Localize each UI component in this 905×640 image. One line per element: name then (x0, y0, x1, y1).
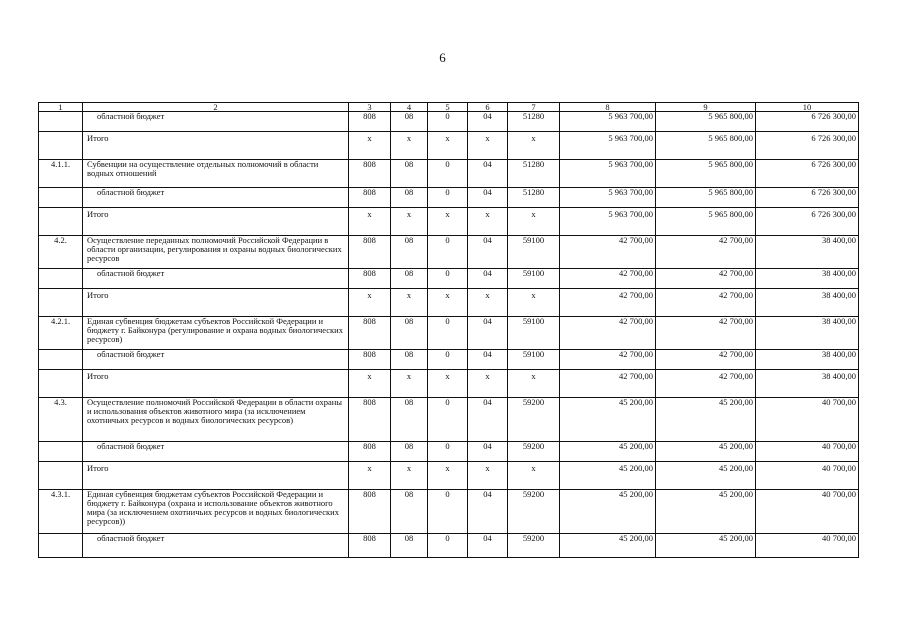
code-cell-3: 808 (349, 188, 391, 208)
amount-cell-10: 6 726 300,00 (756, 160, 859, 188)
row-number-cell (39, 350, 83, 370)
code-cell-3: 808 (349, 490, 391, 534)
table-row (39, 370, 859, 398)
code-cell-5: 0 (428, 112, 468, 132)
row-name-cell: Итого (83, 370, 349, 398)
amount-cell-10: 6 726 300,00 (756, 188, 859, 208)
amount-cell-10: 38 400,00 (756, 269, 859, 289)
amount-cell-8: 5 963 700,00 (560, 160, 656, 188)
column-header-row (39, 103, 859, 112)
table-body (39, 103, 859, 558)
amount-cell-8: 45 200,00 (560, 398, 656, 442)
code-cell-6: 04 (468, 269, 508, 289)
code-cell-3: х (349, 462, 391, 490)
page-number: 6 (439, 50, 446, 65)
code-cell-4: 08 (391, 398, 428, 442)
table-row (39, 269, 859, 289)
row-number-cell: 4.2. (39, 236, 83, 269)
amount-cell-8: 45 200,00 (560, 490, 656, 534)
code-cell-5: х (428, 132, 468, 160)
column-header: 8 (560, 103, 656, 112)
code-cell-5: х (428, 370, 468, 398)
code-cell-5: 0 (428, 269, 468, 289)
code-cell-4: х (391, 370, 428, 398)
table-row (39, 112, 859, 132)
row-number-cell: 4.3. (39, 398, 83, 442)
column-header: 3 (349, 103, 391, 112)
row-number-cell (39, 208, 83, 236)
code-cell-5: 0 (428, 398, 468, 442)
column-header: 2 (83, 103, 349, 112)
amount-cell-9: 45 200,00 (656, 490, 756, 534)
code-cell-3: 808 (349, 350, 391, 370)
code-cell-3: 808 (349, 160, 391, 188)
table-row (39, 398, 859, 442)
code-cell-3: 808 (349, 112, 391, 132)
row-name-cell: областной бюджет (83, 534, 349, 558)
row-number-cell (39, 442, 83, 462)
code-cell-7: х (508, 289, 560, 317)
table-row (39, 236, 859, 269)
row-number-cell (39, 370, 83, 398)
amount-cell-9: 45 200,00 (656, 398, 756, 442)
code-cell-3: х (349, 370, 391, 398)
code-cell-6: х (468, 370, 508, 398)
code-cell-5: 0 (428, 317, 468, 350)
column-header: 9 (656, 103, 756, 112)
row-number-cell: 4.2.1. (39, 317, 83, 350)
code-cell-4: х (391, 462, 428, 490)
code-cell-6: 04 (468, 398, 508, 442)
amount-cell-8: 45 200,00 (560, 462, 656, 490)
table-row (39, 462, 859, 490)
code-cell-3: 808 (349, 398, 391, 442)
code-cell-5: 0 (428, 188, 468, 208)
code-cell-4: 08 (391, 236, 428, 269)
amount-cell-9: 5 965 800,00 (656, 112, 756, 132)
code-cell-5: 0 (428, 490, 468, 534)
row-number-cell (39, 188, 83, 208)
amount-cell-10: 40 700,00 (756, 398, 859, 442)
amount-cell-8: 42 700,00 (560, 236, 656, 269)
amount-cell-10: 40 700,00 (756, 490, 859, 534)
code-cell-3: 808 (349, 534, 391, 558)
amount-cell-9: 42 700,00 (656, 236, 756, 269)
code-cell-5: 0 (428, 160, 468, 188)
code-cell-5: 0 (428, 534, 468, 558)
table-row (39, 317, 859, 350)
code-cell-7: 59200 (508, 442, 560, 462)
code-cell-3: х (349, 132, 391, 160)
code-cell-4: 08 (391, 188, 428, 208)
row-name-cell: Итого (83, 289, 349, 317)
code-cell-5: х (428, 289, 468, 317)
code-cell-5: 0 (428, 236, 468, 269)
table-row (39, 188, 859, 208)
amount-cell-8: 42 700,00 (560, 370, 656, 398)
amount-cell-9: 5 965 800,00 (656, 160, 756, 188)
code-cell-7: 59200 (508, 534, 560, 558)
amount-cell-10: 6 726 300,00 (756, 112, 859, 132)
amount-cell-10: 38 400,00 (756, 236, 859, 269)
column-header: 6 (468, 103, 508, 112)
row-number-cell (39, 132, 83, 160)
code-cell-6: 04 (468, 160, 508, 188)
code-cell-7: 59100 (508, 350, 560, 370)
row-name-cell: Итого (83, 132, 349, 160)
code-cell-7: х (508, 132, 560, 160)
amount-cell-9: 5 965 800,00 (656, 132, 756, 160)
row-number-cell (39, 289, 83, 317)
amount-cell-8: 5 963 700,00 (560, 208, 656, 236)
amount-cell-9: 45 200,00 (656, 462, 756, 490)
column-header: 4 (391, 103, 428, 112)
amount-cell-8: 45 200,00 (560, 442, 656, 462)
amount-cell-9: 42 700,00 (656, 370, 756, 398)
code-cell-7: 59100 (508, 236, 560, 269)
code-cell-5: 0 (428, 350, 468, 370)
code-cell-6: х (468, 208, 508, 236)
column-header: 10 (756, 103, 859, 112)
amount-cell-8: 42 700,00 (560, 350, 656, 370)
code-cell-6: 04 (468, 534, 508, 558)
code-cell-4: х (391, 289, 428, 317)
row-name-cell: областной бюджет (83, 188, 349, 208)
code-cell-6: х (468, 462, 508, 490)
row-name-cell: областной бюджет (83, 269, 349, 289)
code-cell-7: 51280 (508, 188, 560, 208)
row-name-cell: Субвенции на осуществление отдельных полномочий в области водных отношений (83, 160, 349, 188)
row-name-cell: областной бюджет (83, 442, 349, 462)
row-name-cell: Итого (83, 208, 349, 236)
code-cell-3: 808 (349, 317, 391, 350)
row-name-cell: Осуществление переданных полномочий Российской Федерации в области организации, регулирования и охраны водных биологических ресурсов (83, 236, 349, 269)
column-header: 1 (39, 103, 83, 112)
row-number-cell (39, 112, 83, 132)
row-name-cell: областной бюджет (83, 112, 349, 132)
table-row (39, 442, 859, 462)
table-row (39, 350, 859, 370)
code-cell-7: 51280 (508, 112, 560, 132)
code-cell-3: 808 (349, 236, 391, 269)
code-cell-4: 08 (391, 112, 428, 132)
code-cell-5: х (428, 208, 468, 236)
amount-cell-9: 42 700,00 (656, 350, 756, 370)
amount-cell-9: 5 965 800,00 (656, 208, 756, 236)
code-cell-6: 04 (468, 236, 508, 269)
table-row (39, 160, 859, 188)
table-row (39, 132, 859, 160)
budget-table (38, 102, 859, 558)
table-row (39, 490, 859, 534)
table-row (39, 208, 859, 236)
amount-cell-10: 38 400,00 (756, 317, 859, 350)
amount-cell-8: 42 700,00 (560, 269, 656, 289)
row-number-cell: 4.1.1. (39, 160, 83, 188)
row-name-cell: областной бюджет (83, 350, 349, 370)
code-cell-7: х (508, 208, 560, 236)
row-number-cell: 4.3.1. (39, 490, 83, 534)
amount-cell-9: 42 700,00 (656, 289, 756, 317)
amount-cell-10: 6 726 300,00 (756, 132, 859, 160)
row-number-cell (39, 462, 83, 490)
code-cell-7: 59100 (508, 317, 560, 350)
table-row (39, 534, 859, 558)
code-cell-4: 08 (391, 534, 428, 558)
row-number-cell (39, 269, 83, 289)
code-cell-7: 51280 (508, 160, 560, 188)
amount-cell-9: 42 700,00 (656, 317, 756, 350)
row-name-cell: Единая субвенция бюджетам субъектов Российской Федерации и бюджету г. Байконура (регулирование и охрана водных биологических ресурсов) (83, 317, 349, 350)
amount-cell-8: 5 963 700,00 (560, 132, 656, 160)
code-cell-4: 08 (391, 490, 428, 534)
amount-cell-10: 40 700,00 (756, 534, 859, 558)
amount-cell-9: 45 200,00 (656, 534, 756, 558)
amount-cell-8: 5 963 700,00 (560, 112, 656, 132)
code-cell-5: х (428, 462, 468, 490)
amount-cell-10: 38 400,00 (756, 370, 859, 398)
column-header: 7 (508, 103, 560, 112)
code-cell-6: 04 (468, 442, 508, 462)
amount-cell-8: 5 963 700,00 (560, 188, 656, 208)
amount-cell-9: 5 965 800,00 (656, 188, 756, 208)
code-cell-4: 08 (391, 442, 428, 462)
amount-cell-10: 38 400,00 (756, 289, 859, 317)
column-header: 5 (428, 103, 468, 112)
row-number-cell (39, 534, 83, 558)
code-cell-3: х (349, 208, 391, 236)
amount-cell-10: 40 700,00 (756, 462, 859, 490)
row-name-cell: Осуществление полномочий Российской Федерации в области охраны и использования объектов животного мира (за исключением охотничьих ресурсов и водных биологических ресурсов) (83, 398, 349, 442)
code-cell-7: 59200 (508, 398, 560, 442)
code-cell-6: х (468, 289, 508, 317)
code-cell-6: 04 (468, 188, 508, 208)
code-cell-6: х (468, 132, 508, 160)
amount-cell-10: 40 700,00 (756, 442, 859, 462)
amount-cell-9: 42 700,00 (656, 269, 756, 289)
amount-cell-10: 6 726 300,00 (756, 208, 859, 236)
amount-cell-8: 45 200,00 (560, 534, 656, 558)
code-cell-4: 08 (391, 269, 428, 289)
code-cell-7: 59100 (508, 269, 560, 289)
code-cell-4: х (391, 208, 428, 236)
row-name-cell: Единая субвенция бюджетам субъектов Российской Федерации и бюджету г. Байконура (охрана и использование объектов животного мира (за исключением охотничьих ресурсов и водных биологических ресурсов)) (83, 490, 349, 534)
code-cell-7: х (508, 462, 560, 490)
code-cell-3: 808 (349, 442, 391, 462)
code-cell-7: х (508, 370, 560, 398)
code-cell-6: 04 (468, 490, 508, 534)
code-cell-6: 04 (468, 317, 508, 350)
amount-cell-8: 42 700,00 (560, 289, 656, 317)
amount-cell-8: 42 700,00 (560, 317, 656, 350)
code-cell-3: х (349, 289, 391, 317)
code-cell-3: 808 (349, 269, 391, 289)
code-cell-6: 04 (468, 350, 508, 370)
code-cell-4: 08 (391, 317, 428, 350)
amount-cell-9: 45 200,00 (656, 442, 756, 462)
code-cell-7: 59200 (508, 490, 560, 534)
amount-cell-10: 38 400,00 (756, 350, 859, 370)
code-cell-4: 08 (391, 350, 428, 370)
row-name-cell: Итого (83, 462, 349, 490)
code-cell-5: 0 (428, 442, 468, 462)
code-cell-4: 08 (391, 160, 428, 188)
code-cell-6: 04 (468, 112, 508, 132)
table-row (39, 289, 859, 317)
code-cell-4: х (391, 132, 428, 160)
